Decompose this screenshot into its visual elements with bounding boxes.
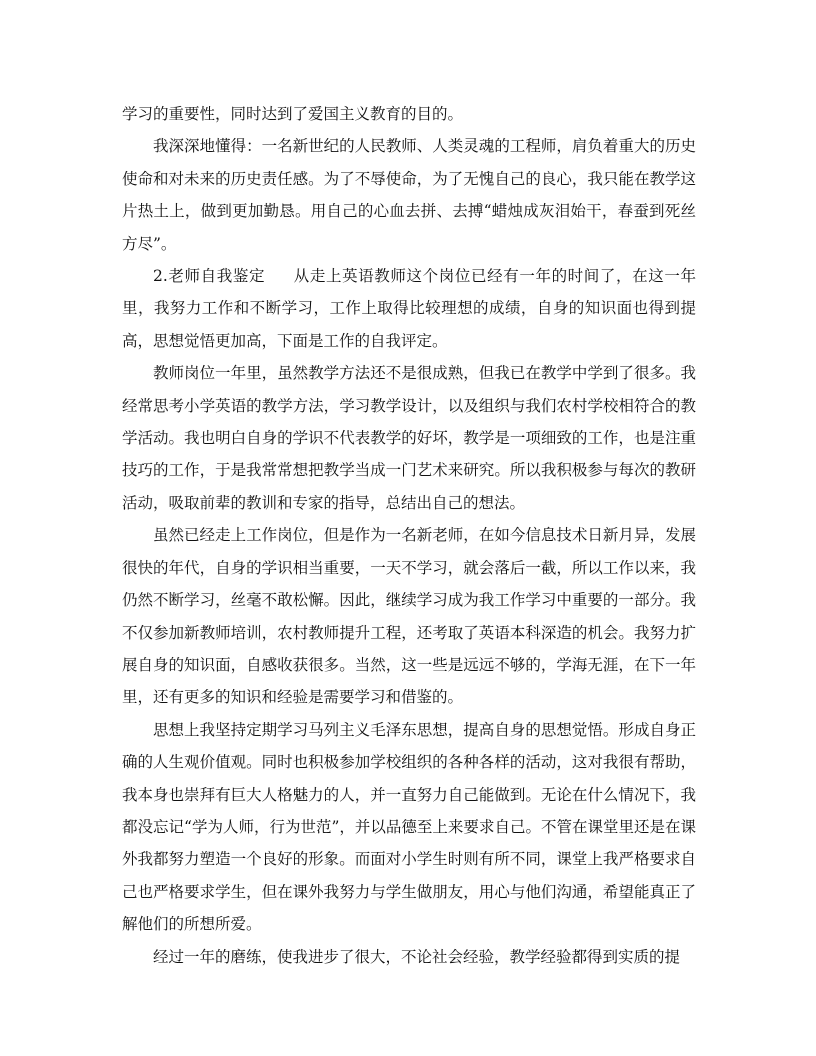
paragraph-7: 经过一年的磨练，使我进步了很大，不论社会经验，教学经验都得到实质的提	[153, 947, 681, 966]
paragraph-5: 虽然已经走上工作岗位，但是作为一名新老师，在如今信息技术日新月异，发展很快的年代，自身的学识相当重要，一天不学习，就会落后一截，所以工作以来，我仍然不断学习，丝毫不敢松懈。因此，继续学习成为我工作学习中重要的一部分。我不仅参加新教师培训，农村教师提升工程，还考取了英语本科深造的机会。我努力扩展自身的知识面，自感收获很多。当然，这一些是远远不够的，学海无涯，在下一年里，还有更多的知识和经验是需要学习和借鉴的。	[122, 526, 696, 707]
paragraph-1: 学习的重要性，同时达到了爱国主义教育的目的。	[122, 105, 464, 123]
paragraph-2: 我深深地懂得：一名新世纪的人民教师、人类灵魂的工程师，肩负着重大的历史使命和对未来的历史责任感。为了不辱使命，为了无愧自己的良心，我只能在教学这片热土上，做到更加勤恳。用自己的心血去拼、去搏“蜡烛成灰泪始干，春蚕到死丝方尽”。	[122, 137, 696, 253]
paragraph-6: 思想上我坚持定期学习马列主义毛泽东思想，提高自身的思想觉悟。形成自身正确的人生观价值观。同时也积极参加学校组织的各种各样的活动，这对我很有帮助，我本身也崇拜有巨大人格魅力的人，并一直努力自己能做到。无论在什么情况下，我都没忘记“学为人师，行为世范”，并以品德至上来要求自己。不管在课堂里还是在课外我都努力塑造一个良好的形象。而面对小学生时则有所不同，课堂上我严格要求自己也严格要求学生，但在课外我努力与学生做朋友，用心与他们沟通，希望能真正了解他们的所想所爱。	[122, 720, 696, 934]
section-heading: 2.老师自我鉴定	[153, 267, 266, 286]
paragraph-3-text: 从走上英语教师这个岗位已经有一年的时间了，在这一年里，我努力工作和不断学习，工作上取得比较理想的成绩，自身的知识面也得到提高，思想觉悟更加高，下面是工作的自我评定。	[122, 267, 696, 350]
paragraph-3	[122, 260, 696, 357]
document-page	[122, 98, 696, 973]
paragraph-4: 教师岗位一年里，虽然教学方法还不是很成熟，但我已在教学中学到了很多。我经常思考小学英语的教学方法，学习教学设计，以及组织与我们农村学校相符合的教学活动。我也明白自身的学识不代表教学的好坏，教学是一项细致的工作，也是注重技巧的工作，于是我常常想把教学当成一门艺术来研究。所以我积极参与每次的教研活动，吸取前辈的教训和专家的指导，总结出自己的想法。	[122, 364, 696, 512]
